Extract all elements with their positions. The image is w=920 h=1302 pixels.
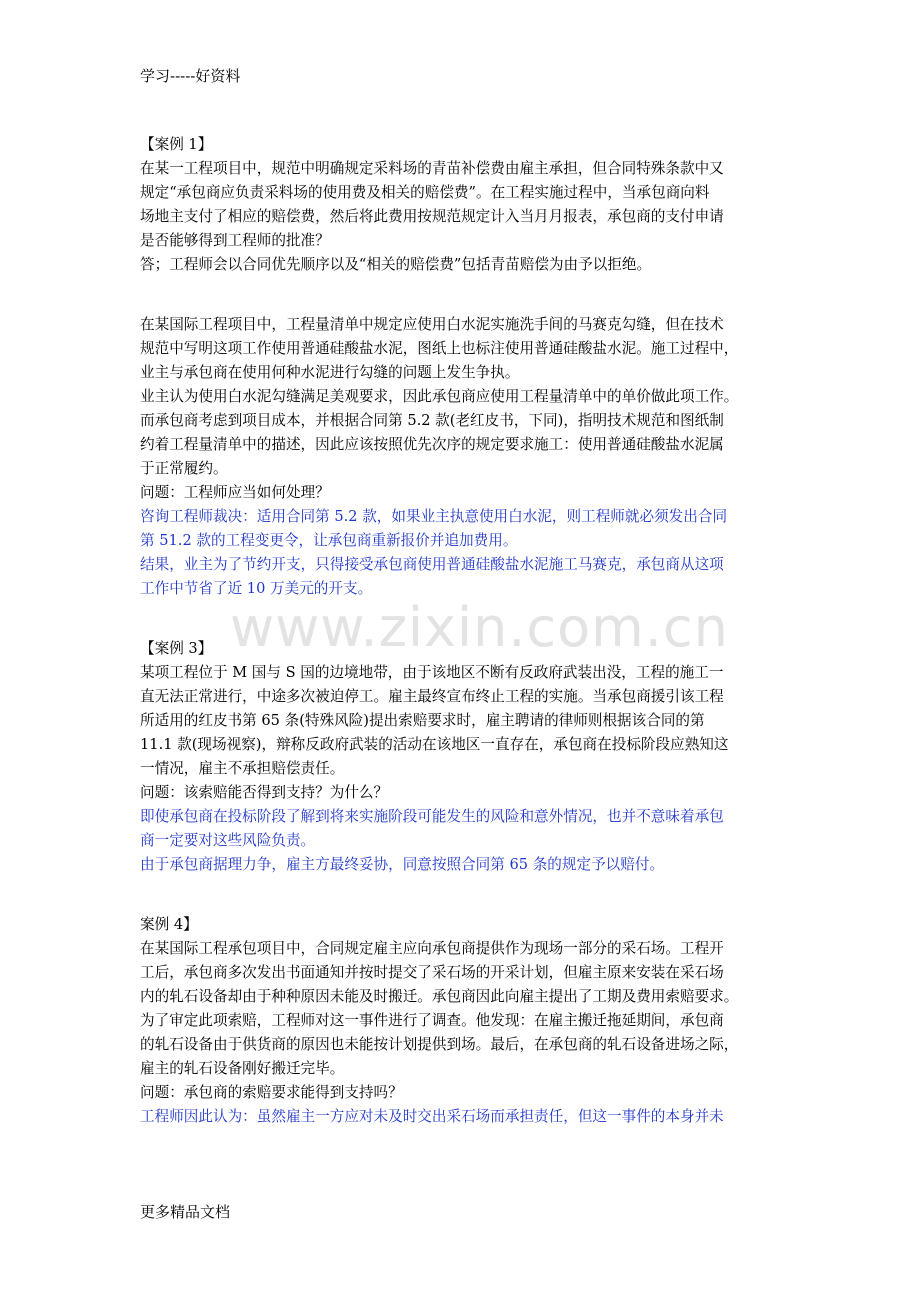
case-4-title: 案例 4】 [140, 916, 198, 933]
spacer [140, 277, 790, 313]
paragraph-line: 所适用的红皮书第 65 条(特殊风险)提出索赔要求时，雇主聘请的律师则根据该合同的第 [140, 712, 705, 729]
answer-line: 商一定要对这些风险负责。 [140, 832, 316, 849]
spacer [140, 877, 790, 913]
answer-line: 即使承包商在投标阶段了解到将来实施阶段可能发生的风险和意外情况，也并不意味着承包 [140, 808, 724, 825]
answer-line: 工程师因此认为：虽然雇主一方应对未及时交出采石场而承担责任，但这一事件的本身并未 [140, 1108, 724, 1125]
case-2-question: 问题：工程师应当如何处理？ [140, 484, 330, 501]
paragraph-line: 在某国际工程项目中，工程量清单中规定应使用白水泥实施洗手间的马赛克勾缝，但在技术 [140, 316, 724, 333]
case-3-question: 问题：该索赔能否得到支持？为什么？ [140, 784, 389, 801]
paragraph-line: 规范中写明这项工作使用普通硅酸盐水泥，图纸上也标注使用普通硅酸盐水泥。施工过程中， [140, 340, 739, 357]
paragraph-line: 直无法正常进行，中途多次被迫停工。雇主最终宣布终止工程的实施。当承包商援引该工程 [140, 688, 724, 705]
paragraph-line: 的轧石设备由于供货商的原因也未能按计划提供到场。最后，在承包商的轧石设备进场之际， [140, 1036, 739, 1053]
paragraph-line: 一情况，雇主不承担赔偿责任。 [140, 760, 345, 777]
paragraph-line: 为了审定此项索赔，工程师对这一事件进行了调查。他发现：在雇主搬迁拖延期间，承包商 [140, 1012, 724, 1029]
paragraph-line: 在某一工程项目中，规范中明确规定采料场的青苗补偿费由雇主承担，但合同特殊条款中又 [140, 160, 724, 177]
case-4 [140, 913, 790, 1129]
paragraph-line: 而承包商考虑到项目成本，并根据合同第 5.2 款(老红皮书，下同)，指明技术规范和图纸制 [140, 412, 724, 429]
answer-line: 结果，业主为了节约开支，只得接受承包商使用普通硅酸盐水泥施工马赛克，承包商从这项 [140, 556, 724, 573]
paragraph-line: 约着工程量清单中的描述，因此应该按照优先次序的规定要求施工：使用普通硅酸盐水泥属 [140, 436, 724, 453]
case-3-title: 【案例 3】 [140, 640, 213, 657]
paragraph-line: 在某国际工程承包项目中，合同规定雇主应向承包商提供作为现场一部分的采石场。工程开 [140, 940, 724, 957]
answer-line: 由于承包商据理力争，雇主方最终妥协，同意按照合同第 65 条的规定予以赔付。 [140, 856, 665, 873]
case-1 [140, 133, 790, 277]
case-1-title: 【案例 1】 [140, 136, 213, 153]
page-footer: 更多精品文档 [140, 1203, 231, 1221]
paragraph-line: 11.1 款(现场视察)，辩称反政府武装的活动在该地区一直存在，承包商在投标阶段应熟知这 [140, 736, 729, 753]
paragraph-line: 工后，承包商多次发出书面通知并按时提交了采石场的开采计划，但雇主原来安装在采石场 [140, 964, 724, 981]
answer-line: 第 51.2 款的工程变更令，让承包商重新报价并追加费用。 [140, 532, 518, 549]
paragraph-line: 是否能够得到工程师的批准？ [140, 232, 330, 249]
watermark: www.zixin.com.cn [230, 596, 729, 659]
paragraph-line: 规定“承包商应负责采料场的使用费及相关的赔偿费”。在工程实施过程中，当承包商向料 [140, 184, 710, 201]
case-3 [140, 637, 790, 877]
answer-line: 工作中节省了近 10 万美元的开支。 [140, 580, 373, 597]
page-header: 学习-----好资料 [140, 67, 241, 85]
paragraph-line: 于正常履约。 [140, 460, 228, 477]
document-body [140, 133, 790, 1129]
answer-line: 咨询工程师裁决：适用合同第 5.2 款，如果业主执意使用白水泥，则工程师就必须发出合同 [140, 508, 728, 525]
case-2 [140, 313, 790, 601]
spacer [140, 601, 790, 637]
paragraph-line: 业主与承包商在使用何种水泥进行勾缝的问题上发生争执。 [140, 364, 520, 381]
paragraph-line: 业主认为使用白水泥勾缝满足美观要求，因此承包商应使用工程量清单中的单价做此项工作。 [140, 388, 739, 405]
case-4-question: 问题：承包商的索赔要求能得到支持吗？ [140, 1084, 403, 1101]
paragraph-line: 雇主的轧石设备刚好搬迁完毕。 [140, 1060, 345, 1077]
paragraph-line: 某项工程位于 M 国与 S 国的边境地带，由于该地区不断有反政府武装出没，工程的施工一 [140, 664, 724, 681]
paragraph-line: 内的轧石设备却由于种种原因未能及时搬迁。承包商因此向雇主提出了工期及费用索赔要求。 [140, 988, 739, 1005]
case-1-answer: 答；工程师会以合同优先顺序以及“相关的赔偿费”包括青苗赔偿为由予以拒绝。 [140, 256, 652, 273]
paragraph-line: 场地主支付了相应的赔偿费，然后将此费用按规范规定计入当月月报表，承包商的支付申请 [140, 208, 724, 225]
